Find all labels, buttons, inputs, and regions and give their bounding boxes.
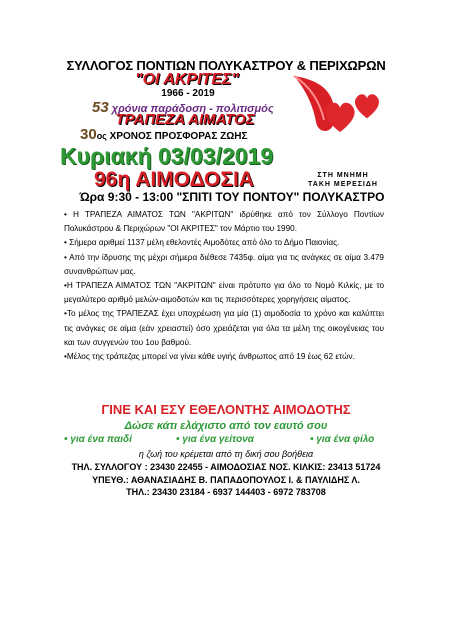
info-bullets — [64, 208, 384, 364]
heart-icon — [352, 92, 382, 120]
years-range: 1966 - 2019 — [161, 88, 215, 99]
contact-line-1: ΤΗΛ. ΣΥΛΛΟΓΟΥ : 23430 22455 - ΑΙΜΟΔΟΣΙΑΣ ΝΟΣ. ΚΙΛΚΙΣ: 23413 51724 — [71, 462, 381, 472]
bullet-item: •Το μέλος της ΤΡΑΠΕΖΑΣ έχει υποχρέωση για μία (1) αιμοδοσία το χρόνο και καλύπτει τις ανάγκες σε αίμα (εάν χρειαστεί) όσο χρειάζεται για όλα τα μέλη της οικογένειας του και των συγγενών του 1ου βαθμού. — [64, 309, 384, 347]
offer-text: ΧΡΟΝΟΣ ΠΡΟΣΦΟΡΑΣ ΖΩΗΣ — [109, 131, 248, 142]
memorial-line-2: ΤΑΚΗ ΜΕΡΕΣΙΔΗ — [308, 181, 378, 188]
event-date: Κυριακή 03/03/2019 — [60, 143, 274, 169]
time-and-place: Ώρα 9:30 - 13:00 "ΣΠΙΤΙ ΤΟΥ ΠΟΝΤΟΥ" ΠΟΛΥΚΑΣΤΡΟ — [79, 190, 385, 204]
for-child: • για ένα παιδί — [64, 434, 132, 445]
bullet-item: • Η ΤΡΑΠΕΖΑ ΑΙΜΑΤΟΣ ΤΩΝ "ΑΚΡΙΤΩΝ" ιδρύθηκε από τον Σύλλογο Ποντίων Πολυκάστρου & Περιχώρων "ΟΙ ΑΚΡΙΤΕΣ" τον Μάρτιο του 1990. — [64, 210, 384, 234]
memorial-line-1: ΣΤΗ ΜΝΗΜΗ — [317, 172, 369, 179]
bullet-item: • Σήμερα αριθμεί 1137 μέλη εθελοντές Αιμοδότες από όλο το Δήμο Παιονίας. — [64, 238, 340, 248]
club-name: "ΟΙ ΑΚΡΙΤΕΣ" — [134, 71, 240, 88]
bullet-item: • Από την ίδρυσης της μέχρι σήμερα διέθεσε 7435φ. αίμα για τις ανάγκες σε αίμα 3.479 συνανθρώπων μας. — [64, 252, 384, 276]
bullet-item: •Μέλος της τράπεζας μπορεί να γίνει κάθε υγιής άνθρωπος από 19 έως 62 ετών. — [64, 352, 355, 362]
offer-suffix: ος — [96, 131, 107, 141]
for-neighbor: • για ένα γείτονα — [176, 434, 255, 445]
offer-number: 30 — [80, 126, 97, 143]
organization-title: ΣΥΛΛΟΓΟΣ ΠΟΝΤΙΩΝ ΠΟΛΥΚΑΣΤΡΟΥ & ΠΕΡΙΧΩΡΩΝ — [66, 58, 386, 73]
call-to-action: ΓΙΝΕ ΚΑΙ ΕΣΥ ΕΘΕΛΟΝΤΗΣ ΑΙΜΟΔΟΤΗΣ — [101, 402, 351, 417]
contact-line-3: ΤΗΛ.: 23430 23184 - 6937 144403 - 6972 783708 — [126, 487, 326, 497]
bullet-item: •Η ΤΡΑΠΕΖΑ ΑΙΜΑΤΟΣ ΤΩΝ "ΑΚΡΙΤΩΝ" είναι πρότυπο για όλο το Νομό Κιλκίς, με το μεγαλύτερο αριθμό μελών-αιμοδοτών και τις περισσότερες χορηγήσεις αίματος. — [64, 281, 384, 305]
life-line: η ζωή του κρέμεται από τη δική σου βοήθεια — [138, 449, 314, 459]
contact-line-2: ΥΠΕΥΘ.: ΑΘΑΝΑΣΙΑΔΗΣ Β. ΠΑΠΑΔΟΠΟΥΛΟΣ Ι. & ΠΑΥΛΙΔΗΣ Λ. — [92, 474, 360, 485]
give-slogan: Δώσε κάτι ελάχιστο από τον εαυτό σου — [124, 420, 328, 432]
tradition-text: χρόνια παράδοση - πολιτισμός — [111, 103, 274, 115]
contacts — [0, 461, 452, 499]
memorial-note — [298, 171, 388, 189]
blood-bank-title: ΤΡΑΠΕΖΑ ΑΙΜΑΤΟΣ — [115, 111, 255, 128]
offer-line — [80, 126, 248, 143]
tradition-number: 53 — [92, 99, 109, 116]
blood-drive-title: 96η ΑΙΜΟΔΟΣΙΑ — [94, 168, 254, 191]
for-friend: • για ένα φίλο — [310, 434, 375, 445]
